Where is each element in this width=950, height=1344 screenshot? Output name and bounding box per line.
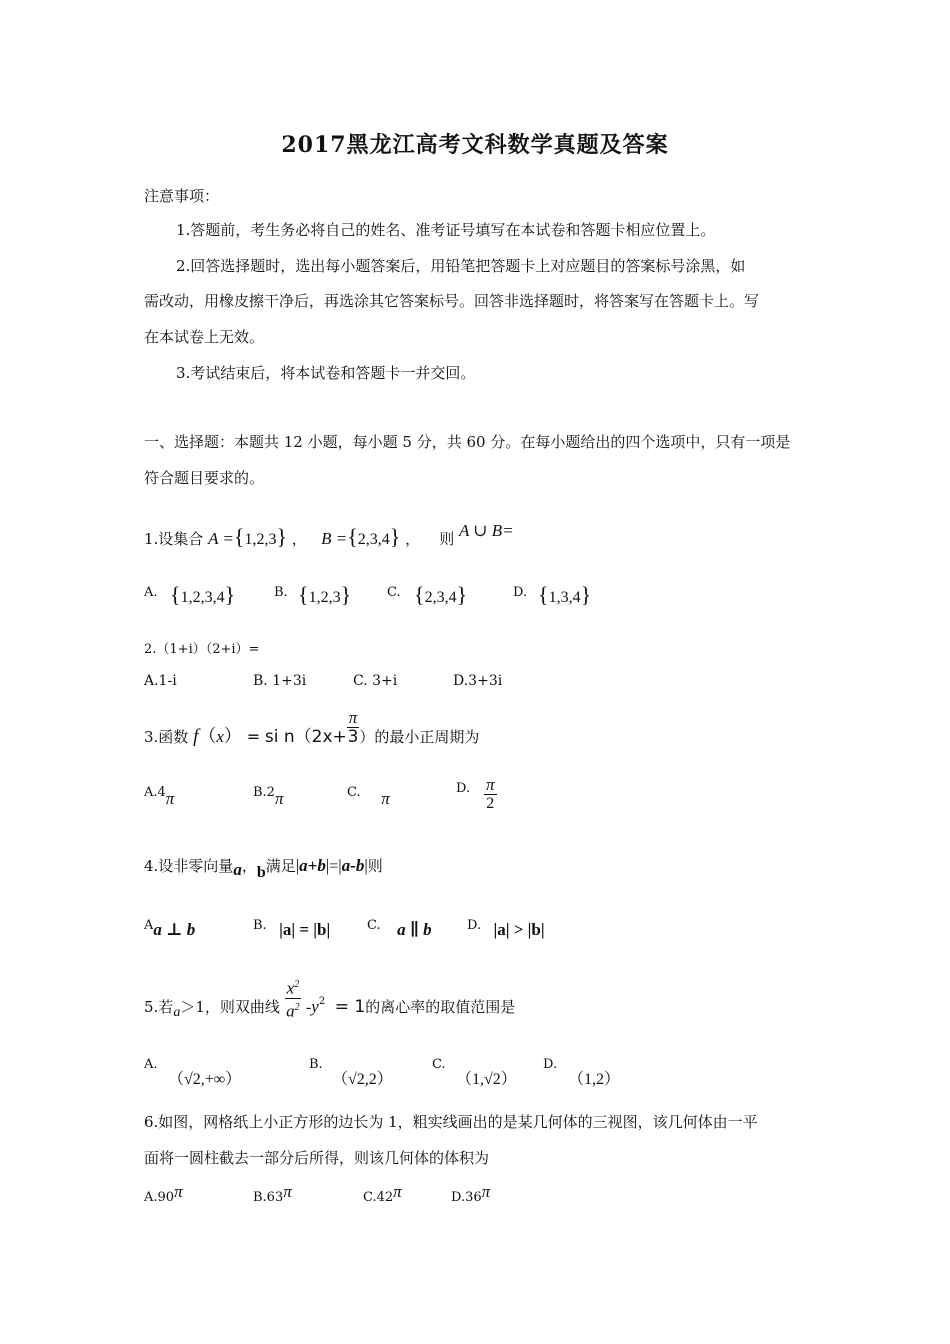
q4-vector-a: a bbox=[233, 860, 242, 879]
question-3 bbox=[144, 707, 479, 753]
q5-option-a-value: （√2,+∞） bbox=[168, 1071, 242, 1088]
q2-option-a: A.1-i bbox=[144, 673, 177, 689]
q5-option-a: A. bbox=[144, 1057, 158, 1072]
q3-tail: ）的最小正周期为 bbox=[359, 727, 480, 746]
q1-option-b-value: {1,2,3} bbox=[298, 582, 352, 607]
q3-f: f bbox=[193, 725, 199, 747]
left-paren-icon: （ bbox=[198, 725, 217, 747]
q4-vector-b: b bbox=[256, 864, 266, 881]
q4-option-c: C. a ∥ b bbox=[367, 918, 432, 939]
q2-stem: 2.（1+i）（2+i）= bbox=[144, 642, 260, 657]
right-paren-icon: ） bbox=[223, 725, 242, 747]
q1-option-d: D. bbox=[513, 585, 528, 600]
question-4: 4.设非零向量a，b满足|a+b|=|a-b|则 bbox=[144, 856, 383, 881]
q1-stem: 1.设集合 bbox=[144, 530, 204, 548]
q5-option-d: D. bbox=[543, 1057, 558, 1072]
section-1-line-2: 符合题目要求的。 bbox=[144, 469, 265, 487]
q1-expression: A ∪ B= bbox=[458, 521, 514, 540]
q2-option-d: D.3+3i bbox=[453, 673, 503, 689]
notice-item-2-line-2: 需改动，用橡皮擦干净后，再选涂其它答案标号。回答非选择题时，将答案写在答题卡上。写 bbox=[144, 292, 760, 310]
q4-option-b: B. |a| = |b| bbox=[253, 918, 331, 939]
q3-option-a: A.4π bbox=[144, 785, 175, 808]
q4-satisfy: 满足 bbox=[265, 857, 296, 875]
q5-gt: ＞1，则双曲线 bbox=[180, 998, 280, 1017]
q5-option-c: C. bbox=[432, 1057, 446, 1072]
q1-option-d-value: {1,3,4} bbox=[538, 582, 592, 607]
q3-option-d-fraction: $\frac{\pi}{2}$ bbox=[486, 775, 495, 812]
question-5: 5.若a＞1，则双曲线 $\frac{x^2}{a^2}$ $-y^2 = 1$的离心率的取值范围是 bbox=[144, 976, 515, 1028]
q5-equals-one: = 1 bbox=[334, 997, 366, 1018]
question-1: 1.设集合 A ={1,2,3} ， B ={2,3,4} ， 则 A ∪ B= bbox=[144, 521, 514, 549]
q5-y: y bbox=[311, 997, 319, 1017]
q3-equals: = bbox=[246, 726, 261, 746]
notice-item-1: 1.答题前，考生务必将自己的姓名、准考证号填写在本试卷和答题卡相应位置上。 bbox=[176, 221, 716, 239]
q4-expr-right: a-b bbox=[341, 856, 365, 875]
q3-frac-num: π bbox=[348, 708, 358, 727]
notice-item-2-line-3: 在本试卷上无效。 bbox=[144, 328, 265, 346]
q5-stem: 5.若 bbox=[144, 998, 174, 1017]
q5-frac-num: x bbox=[286, 978, 295, 998]
q1-option-c-value: {2,3,4} bbox=[414, 582, 468, 607]
section-1-line-1: 一、选择题：本题共 12 小题，每小题 5 分，共 60 分。在每小题给出的四个选项中，只有一项是 bbox=[144, 433, 791, 451]
notice-item-2-line-1: 2.回答选择题时，选出每小题答案后，用铅笔把答题卡上对应题目的答案标号涂黑，如 bbox=[176, 257, 746, 275]
right-brace-icon: } bbox=[389, 524, 401, 549]
q5-option-c-value: （1,√2） bbox=[456, 1071, 517, 1088]
q3-x: x bbox=[216, 726, 224, 746]
q3-fraction bbox=[347, 709, 360, 746]
q6-option-b: B.63π bbox=[253, 1182, 292, 1205]
right-brace-icon: } bbox=[276, 524, 288, 549]
q5-option-b: B. bbox=[309, 1057, 323, 1072]
q5-fraction: $\frac{x^2}{a^2}$ bbox=[285, 976, 302, 1020]
q5-a: a bbox=[173, 1005, 181, 1021]
q3-option-d: D. bbox=[456, 781, 471, 796]
q3-option-c: C. π bbox=[347, 785, 390, 808]
q5-tail: 的离心率的取值范围是 bbox=[365, 998, 516, 1017]
q5-minus: - bbox=[305, 999, 312, 1017]
q5-option-d-value: （1,2） bbox=[568, 1071, 621, 1088]
q1-set-b-label: B = bbox=[321, 529, 348, 548]
q4-expr-left: a+b bbox=[299, 856, 326, 875]
q3-stem: 3.函数 bbox=[144, 727, 189, 746]
q6-line-1: 6.如图，网格纸上小正方形的边长为 1，粗实线画出的是某几何体的三视图，该几何体由一平 bbox=[144, 1113, 758, 1131]
q6-line-2: 面将一圆柱截去一部分后所得，则该几何体的体积为 bbox=[144, 1149, 490, 1167]
q5-option-b-value: （√2,2） bbox=[332, 1071, 393, 1088]
q1-option-a: A. bbox=[144, 585, 158, 600]
q1-set-a-values: 1,2,3 bbox=[244, 531, 277, 548]
notice-heading: 注意事项： bbox=[144, 187, 220, 205]
q4-then: 则 bbox=[367, 857, 383, 875]
q2-option-c: C. 3+i bbox=[353, 673, 398, 689]
q1-then: 则 bbox=[439, 530, 455, 548]
q6-option-c: C.42π bbox=[363, 1182, 402, 1205]
q3-option-b: B.2π bbox=[253, 785, 284, 808]
q1-option-a-value: {1,2,3,4} bbox=[170, 582, 236, 607]
q4-option-d: D. |a| > |b| bbox=[467, 918, 545, 939]
q1-option-b: B. bbox=[274, 585, 288, 600]
q1-set-b-values: 2,3,4 bbox=[357, 531, 390, 548]
left-brace-icon: { bbox=[233, 524, 245, 549]
q4-option-a: Aa ⊥ b bbox=[144, 918, 196, 939]
q6-option-a: A.90π bbox=[144, 1182, 183, 1205]
left-brace-icon: { bbox=[347, 524, 358, 549]
page-title: 2017黑龙江高考文科数学真题及答案 bbox=[281, 132, 669, 158]
q3-sin: si n（2x+ bbox=[264, 726, 347, 747]
q5-frac-den: a bbox=[286, 1001, 295, 1021]
q2-option-b: B. 1+3i bbox=[253, 673, 307, 689]
q4-expr-eq: = bbox=[329, 858, 339, 875]
q4-stem: 4.设非零向量 bbox=[144, 857, 234, 875]
notice-item-3: 3.考试结束后，将本试卷和答题卡一并交回。 bbox=[176, 364, 476, 382]
q6-option-d: D.36π bbox=[451, 1182, 491, 1205]
q1-set-a-label: A = bbox=[208, 529, 234, 548]
q4-comma: ， bbox=[241, 857, 257, 875]
q1-option-c: C. bbox=[387, 585, 401, 600]
q3-frac-den: 3 bbox=[347, 727, 359, 747]
